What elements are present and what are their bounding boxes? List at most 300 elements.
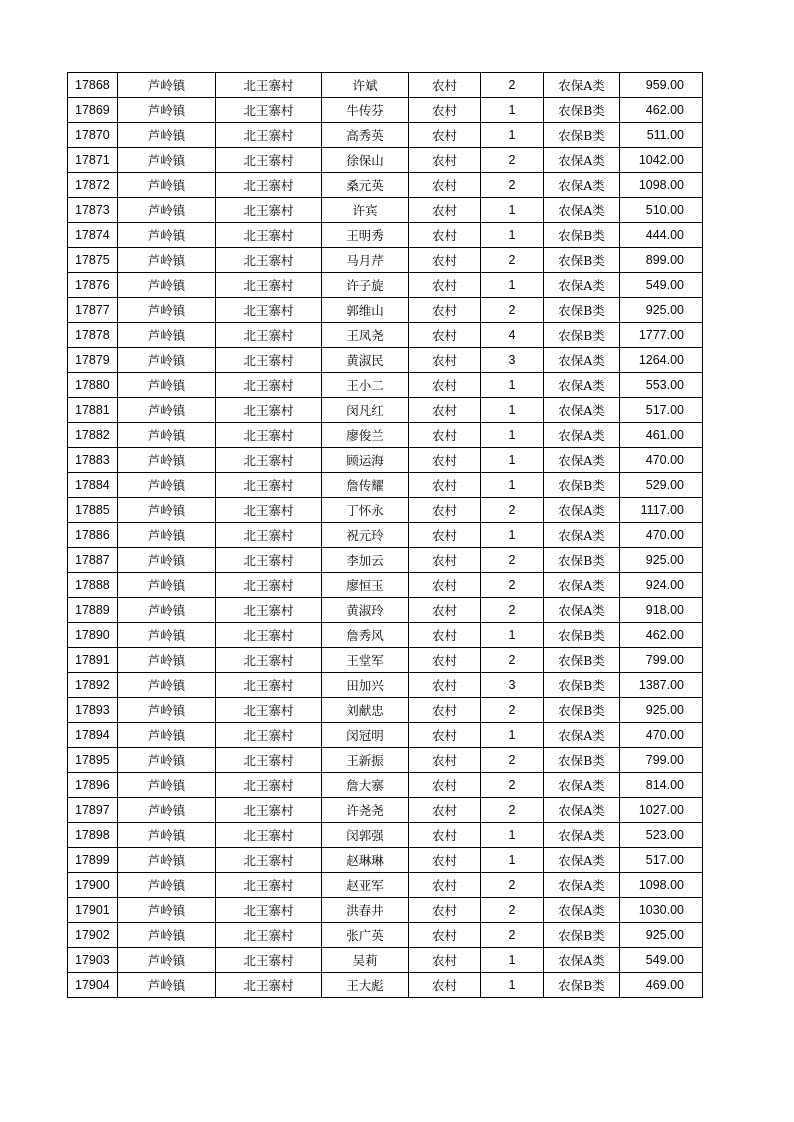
cell-amount: 461.00 — [620, 423, 703, 448]
cell-amount: 470.00 — [620, 448, 703, 473]
cell-town: 芦岭镇 — [118, 923, 216, 948]
cell-village: 北王寨村 — [216, 123, 322, 148]
cell-member-count: 2 — [481, 73, 544, 98]
cell-insurance-category: 农保B类 — [544, 973, 620, 998]
cell-person-name: 许斌 — [322, 73, 409, 98]
cell-member-count: 1 — [481, 198, 544, 223]
table-row — [68, 948, 703, 973]
cell-member-count: 2 — [481, 798, 544, 823]
cell-household-type: 农村 — [409, 373, 481, 398]
cell-insurance-category: 农保B类 — [544, 323, 620, 348]
cell-household-type: 农村 — [409, 323, 481, 348]
cell-serial-number: 17883 — [68, 448, 118, 473]
cell-serial-number: 17880 — [68, 373, 118, 398]
cell-amount: 523.00 — [620, 823, 703, 848]
table-row — [68, 198, 703, 223]
table-row — [68, 648, 703, 673]
cell-serial-number: 17879 — [68, 348, 118, 373]
cell-town: 芦岭镇 — [118, 848, 216, 873]
cell-village: 北王寨村 — [216, 948, 322, 973]
cell-village: 北王寨村 — [216, 598, 322, 623]
cell-member-count: 2 — [481, 173, 544, 198]
table-row — [68, 223, 703, 248]
cell-town: 芦岭镇 — [118, 573, 216, 598]
cell-serial-number: 17874 — [68, 223, 118, 248]
table-row — [68, 673, 703, 698]
cell-household-type: 农村 — [409, 348, 481, 373]
cell-member-count: 1 — [481, 273, 544, 298]
cell-person-name: 丁怀永 — [322, 498, 409, 523]
cell-serial-number: 17897 — [68, 798, 118, 823]
cell-member-count: 1 — [481, 423, 544, 448]
cell-insurance-category: 农保A类 — [544, 373, 620, 398]
cell-village: 北王寨村 — [216, 748, 322, 773]
cell-member-count: 3 — [481, 673, 544, 698]
cell-town: 芦岭镇 — [118, 323, 216, 348]
cell-person-name: 廖恒玉 — [322, 573, 409, 598]
cell-village: 北王寨村 — [216, 448, 322, 473]
cell-serial-number: 17873 — [68, 198, 118, 223]
table-row — [68, 598, 703, 623]
cell-town: 芦岭镇 — [118, 348, 216, 373]
cell-person-name: 王新振 — [322, 748, 409, 773]
cell-serial-number: 17876 — [68, 273, 118, 298]
table-row — [68, 448, 703, 473]
cell-household-type: 农村 — [409, 673, 481, 698]
cell-town: 芦岭镇 — [118, 523, 216, 548]
cell-serial-number: 17881 — [68, 398, 118, 423]
cell-town: 芦岭镇 — [118, 748, 216, 773]
cell-insurance-category: 农保A类 — [544, 173, 620, 198]
cell-member-count: 4 — [481, 323, 544, 348]
cell-household-type: 农村 — [409, 523, 481, 548]
cell-member-count: 1 — [481, 98, 544, 123]
cell-household-type: 农村 — [409, 423, 481, 448]
cell-person-name: 高秀英 — [322, 123, 409, 148]
table-row — [68, 248, 703, 273]
cell-amount: 511.00 — [620, 123, 703, 148]
cell-amount: 1777.00 — [620, 323, 703, 348]
cell-town: 芦岭镇 — [118, 673, 216, 698]
cell-person-name: 许尧尧 — [322, 798, 409, 823]
cell-household-type: 农村 — [409, 873, 481, 898]
cell-village: 北王寨村 — [216, 698, 322, 723]
cell-person-name: 许宾 — [322, 198, 409, 223]
cell-amount: 899.00 — [620, 248, 703, 273]
cell-serial-number: 17885 — [68, 498, 118, 523]
cell-person-name: 王明秀 — [322, 223, 409, 248]
cell-village: 北王寨村 — [216, 348, 322, 373]
cell-town: 芦岭镇 — [118, 148, 216, 173]
cell-member-count: 2 — [481, 648, 544, 673]
cell-person-name: 桑元英 — [322, 173, 409, 198]
cell-member-count: 2 — [481, 923, 544, 948]
cell-amount: 925.00 — [620, 548, 703, 573]
cell-village: 北王寨村 — [216, 823, 322, 848]
cell-village: 北王寨村 — [216, 473, 322, 498]
cell-town: 芦岭镇 — [118, 298, 216, 323]
cell-person-name: 闵凡红 — [322, 398, 409, 423]
cell-amount: 1264.00 — [620, 348, 703, 373]
cell-person-name: 王大彪 — [322, 973, 409, 998]
cell-amount: 549.00 — [620, 273, 703, 298]
cell-insurance-category: 农保A类 — [544, 823, 620, 848]
cell-household-type: 农村 — [409, 98, 481, 123]
cell-village: 北王寨村 — [216, 773, 322, 798]
cell-member-count: 1 — [481, 448, 544, 473]
cell-town: 芦岭镇 — [118, 598, 216, 623]
cell-member-count: 1 — [481, 848, 544, 873]
cell-village: 北王寨村 — [216, 873, 322, 898]
cell-serial-number: 17899 — [68, 848, 118, 873]
cell-town: 芦岭镇 — [118, 423, 216, 448]
cell-household-type: 农村 — [409, 698, 481, 723]
cell-person-name: 田加兴 — [322, 673, 409, 698]
cell-member-count: 1 — [481, 623, 544, 648]
cell-member-count: 3 — [481, 348, 544, 373]
cell-household-type: 农村 — [409, 248, 481, 273]
cell-village: 北王寨村 — [216, 898, 322, 923]
cell-insurance-category: 农保A类 — [544, 798, 620, 823]
cell-person-name: 赵琳琳 — [322, 848, 409, 873]
cell-household-type: 农村 — [409, 173, 481, 198]
cell-insurance-category: 农保B类 — [544, 673, 620, 698]
cell-person-name: 王凤尧 — [322, 323, 409, 348]
cell-amount: 470.00 — [620, 523, 703, 548]
cell-household-type: 农村 — [409, 273, 481, 298]
cell-member-count: 2 — [481, 498, 544, 523]
cell-town: 芦岭镇 — [118, 373, 216, 398]
table-row — [68, 273, 703, 298]
cell-serial-number: 17878 — [68, 323, 118, 348]
cell-household-type: 农村 — [409, 448, 481, 473]
cell-serial-number: 17896 — [68, 773, 118, 798]
cell-member-count: 2 — [481, 873, 544, 898]
cell-village: 北王寨村 — [216, 798, 322, 823]
table-row — [68, 773, 703, 798]
cell-town: 芦岭镇 — [118, 648, 216, 673]
cell-person-name: 牛传芬 — [322, 98, 409, 123]
cell-town: 芦岭镇 — [118, 448, 216, 473]
cell-member-count: 2 — [481, 773, 544, 798]
table-row — [68, 148, 703, 173]
cell-village: 北王寨村 — [216, 923, 322, 948]
cell-insurance-category: 农保A类 — [544, 448, 620, 473]
cell-village: 北王寨村 — [216, 673, 322, 698]
cell-amount: 510.00 — [620, 198, 703, 223]
cell-member-count: 2 — [481, 598, 544, 623]
cell-town: 芦岭镇 — [118, 248, 216, 273]
cell-insurance-category: 农保B类 — [544, 223, 620, 248]
cell-insurance-category: 农保A类 — [544, 498, 620, 523]
cell-person-name: 詹秀风 — [322, 623, 409, 648]
cell-insurance-category: 农保B类 — [544, 623, 620, 648]
table-row — [68, 73, 703, 98]
cell-person-name: 廖俊兰 — [322, 423, 409, 448]
cell-person-name: 许子旋 — [322, 273, 409, 298]
cell-insurance-category: 农保A类 — [544, 873, 620, 898]
cell-amount: 549.00 — [620, 948, 703, 973]
cell-town: 芦岭镇 — [118, 73, 216, 98]
cell-insurance-category: 农保A类 — [544, 848, 620, 873]
cell-member-count: 1 — [481, 223, 544, 248]
cell-amount: 1042.00 — [620, 148, 703, 173]
cell-household-type: 农村 — [409, 573, 481, 598]
cell-household-type: 农村 — [409, 823, 481, 848]
cell-amount: 1117.00 — [620, 498, 703, 523]
cell-town: 芦岭镇 — [118, 498, 216, 523]
cell-serial-number: 17869 — [68, 98, 118, 123]
table-row — [68, 473, 703, 498]
cell-household-type: 农村 — [409, 548, 481, 573]
table-row — [68, 323, 703, 348]
cell-household-type: 农村 — [409, 73, 481, 98]
table-row — [68, 623, 703, 648]
cell-serial-number: 17902 — [68, 923, 118, 948]
cell-member-count: 2 — [481, 698, 544, 723]
cell-member-count: 1 — [481, 723, 544, 748]
cell-serial-number: 17893 — [68, 698, 118, 723]
roster-body — [68, 73, 703, 998]
cell-household-type: 农村 — [409, 773, 481, 798]
cell-member-count: 2 — [481, 548, 544, 573]
table-row — [68, 423, 703, 448]
cell-person-name: 王小二 — [322, 373, 409, 398]
cell-village: 北王寨村 — [216, 298, 322, 323]
cell-town: 芦岭镇 — [118, 898, 216, 923]
cell-serial-number: 17900 — [68, 873, 118, 898]
cell-insurance-category: 农保B类 — [544, 548, 620, 573]
cell-serial-number: 17889 — [68, 598, 118, 623]
cell-village: 北王寨村 — [216, 173, 322, 198]
cell-amount: 444.00 — [620, 223, 703, 248]
cell-town: 芦岭镇 — [118, 223, 216, 248]
cell-person-name: 祝元玲 — [322, 523, 409, 548]
cell-household-type: 农村 — [409, 748, 481, 773]
cell-amount: 1030.00 — [620, 898, 703, 923]
cell-amount: 517.00 — [620, 848, 703, 873]
cell-village: 北王寨村 — [216, 98, 322, 123]
cell-village: 北王寨村 — [216, 248, 322, 273]
cell-insurance-category: 农保B类 — [544, 473, 620, 498]
cell-person-name: 顾运海 — [322, 448, 409, 473]
cell-village: 北王寨村 — [216, 548, 322, 573]
cell-amount: 1098.00 — [620, 173, 703, 198]
cell-amount: 1027.00 — [620, 798, 703, 823]
table-row — [68, 123, 703, 148]
cell-household-type: 农村 — [409, 148, 481, 173]
cell-town: 芦岭镇 — [118, 623, 216, 648]
cell-serial-number: 17904 — [68, 973, 118, 998]
cell-insurance-category: 农保A类 — [544, 148, 620, 173]
table-row — [68, 173, 703, 198]
cell-insurance-category: 农保A类 — [544, 773, 620, 798]
cell-household-type: 农村 — [409, 598, 481, 623]
cell-serial-number: 17895 — [68, 748, 118, 773]
cell-town: 芦岭镇 — [118, 798, 216, 823]
cell-village: 北王寨村 — [216, 848, 322, 873]
cell-village: 北王寨村 — [216, 373, 322, 398]
cell-village: 北王寨村 — [216, 623, 322, 648]
table-row — [68, 823, 703, 848]
cell-amount: 814.00 — [620, 773, 703, 798]
table-row — [68, 373, 703, 398]
cell-insurance-category: 农保A类 — [544, 523, 620, 548]
cell-insurance-category: 农保A类 — [544, 73, 620, 98]
cell-person-name: 张广英 — [322, 923, 409, 948]
cell-town: 芦岭镇 — [118, 473, 216, 498]
cell-village: 北王寨村 — [216, 523, 322, 548]
cell-town: 芦岭镇 — [118, 723, 216, 748]
cell-person-name: 詹大寨 — [322, 773, 409, 798]
table-row — [68, 748, 703, 773]
cell-household-type: 农村 — [409, 798, 481, 823]
cell-member-count: 2 — [481, 748, 544, 773]
cell-serial-number: 17882 — [68, 423, 118, 448]
cell-amount: 925.00 — [620, 698, 703, 723]
cell-member-count: 2 — [481, 298, 544, 323]
cell-town: 芦岭镇 — [118, 823, 216, 848]
cell-insurance-category: 农保A类 — [544, 398, 620, 423]
table-row — [68, 498, 703, 523]
cell-village: 北王寨村 — [216, 148, 322, 173]
cell-town: 芦岭镇 — [118, 273, 216, 298]
cell-town: 芦岭镇 — [118, 773, 216, 798]
table-row — [68, 523, 703, 548]
cell-member-count: 1 — [481, 473, 544, 498]
cell-person-name: 李加云 — [322, 548, 409, 573]
cell-member-count: 1 — [481, 823, 544, 848]
table-row — [68, 298, 703, 323]
table-row — [68, 573, 703, 598]
cell-town: 芦岭镇 — [118, 198, 216, 223]
cell-person-name: 王堂军 — [322, 648, 409, 673]
cell-household-type: 农村 — [409, 198, 481, 223]
cell-member-count: 1 — [481, 123, 544, 148]
cell-amount: 517.00 — [620, 398, 703, 423]
cell-member-count: 2 — [481, 898, 544, 923]
table-row — [68, 898, 703, 923]
cell-person-name: 洪春井 — [322, 898, 409, 923]
cell-insurance-category: 农保B类 — [544, 248, 620, 273]
cell-amount: 799.00 — [620, 748, 703, 773]
table-row — [68, 923, 703, 948]
cell-serial-number: 17888 — [68, 573, 118, 598]
cell-insurance-category: 农保B类 — [544, 123, 620, 148]
cell-village: 北王寨村 — [216, 198, 322, 223]
cell-household-type: 农村 — [409, 223, 481, 248]
cell-insurance-category: 农保A类 — [544, 598, 620, 623]
cell-insurance-category: 农保B类 — [544, 98, 620, 123]
cell-household-type: 农村 — [409, 498, 481, 523]
cell-household-type: 农村 — [409, 948, 481, 973]
cell-town: 芦岭镇 — [118, 873, 216, 898]
cell-town: 芦岭镇 — [118, 973, 216, 998]
table-row — [68, 848, 703, 873]
cell-household-type: 农村 — [409, 473, 481, 498]
roster-table — [67, 72, 703, 998]
cell-village: 北王寨村 — [216, 648, 322, 673]
cell-serial-number: 17903 — [68, 948, 118, 973]
cell-serial-number: 17886 — [68, 523, 118, 548]
cell-village: 北王寨村 — [216, 973, 322, 998]
cell-town: 芦岭镇 — [118, 123, 216, 148]
cell-serial-number: 17894 — [68, 723, 118, 748]
cell-amount: 462.00 — [620, 623, 703, 648]
cell-village: 北王寨村 — [216, 723, 322, 748]
cell-amount: 1387.00 — [620, 673, 703, 698]
cell-serial-number: 17872 — [68, 173, 118, 198]
cell-household-type: 农村 — [409, 723, 481, 748]
cell-town: 芦岭镇 — [118, 173, 216, 198]
cell-insurance-category: 农保A类 — [544, 423, 620, 448]
cell-amount: 959.00 — [620, 73, 703, 98]
cell-person-name: 闵冠明 — [322, 723, 409, 748]
cell-serial-number: 17871 — [68, 148, 118, 173]
cell-village: 北王寨村 — [216, 498, 322, 523]
cell-town: 芦岭镇 — [118, 98, 216, 123]
cell-insurance-category: 农保A类 — [544, 723, 620, 748]
table-row — [68, 723, 703, 748]
cell-amount: 1098.00 — [620, 873, 703, 898]
table-row — [68, 398, 703, 423]
cell-serial-number: 17868 — [68, 73, 118, 98]
cell-serial-number: 17892 — [68, 673, 118, 698]
cell-household-type: 农村 — [409, 973, 481, 998]
cell-village: 北王寨村 — [216, 273, 322, 298]
cell-serial-number: 17877 — [68, 298, 118, 323]
cell-member-count: 1 — [481, 973, 544, 998]
cell-member-count: 1 — [481, 523, 544, 548]
cell-amount: 925.00 — [620, 298, 703, 323]
cell-household-type: 农村 — [409, 923, 481, 948]
cell-village: 北王寨村 — [216, 423, 322, 448]
cell-town: 芦岭镇 — [118, 698, 216, 723]
table-row — [68, 98, 703, 123]
cell-serial-number: 17890 — [68, 623, 118, 648]
cell-household-type: 农村 — [409, 898, 481, 923]
cell-village: 北王寨村 — [216, 223, 322, 248]
cell-person-name: 黄淑民 — [322, 348, 409, 373]
cell-household-type: 农村 — [409, 623, 481, 648]
cell-village: 北王寨村 — [216, 73, 322, 98]
cell-serial-number: 17891 — [68, 648, 118, 673]
cell-person-name: 赵亚军 — [322, 873, 409, 898]
cell-insurance-category: 农保B类 — [544, 648, 620, 673]
cell-amount: 529.00 — [620, 473, 703, 498]
cell-town: 芦岭镇 — [118, 398, 216, 423]
cell-serial-number: 17901 — [68, 898, 118, 923]
cell-member-count: 2 — [481, 573, 544, 598]
cell-person-name: 刘献忠 — [322, 698, 409, 723]
table-row — [68, 798, 703, 823]
cell-village: 北王寨村 — [216, 323, 322, 348]
cell-amount: 469.00 — [620, 973, 703, 998]
cell-town: 芦岭镇 — [118, 548, 216, 573]
cell-amount: 918.00 — [620, 598, 703, 623]
table-row — [68, 873, 703, 898]
cell-household-type: 农村 — [409, 123, 481, 148]
cell-village: 北王寨村 — [216, 573, 322, 598]
cell-insurance-category: 农保B类 — [544, 923, 620, 948]
cell-member-count: 1 — [481, 948, 544, 973]
cell-village: 北王寨村 — [216, 398, 322, 423]
cell-household-type: 农村 — [409, 848, 481, 873]
cell-insurance-category: 农保A类 — [544, 898, 620, 923]
cell-household-type: 农村 — [409, 648, 481, 673]
cell-person-name: 徐保山 — [322, 148, 409, 173]
cell-amount: 553.00 — [620, 373, 703, 398]
